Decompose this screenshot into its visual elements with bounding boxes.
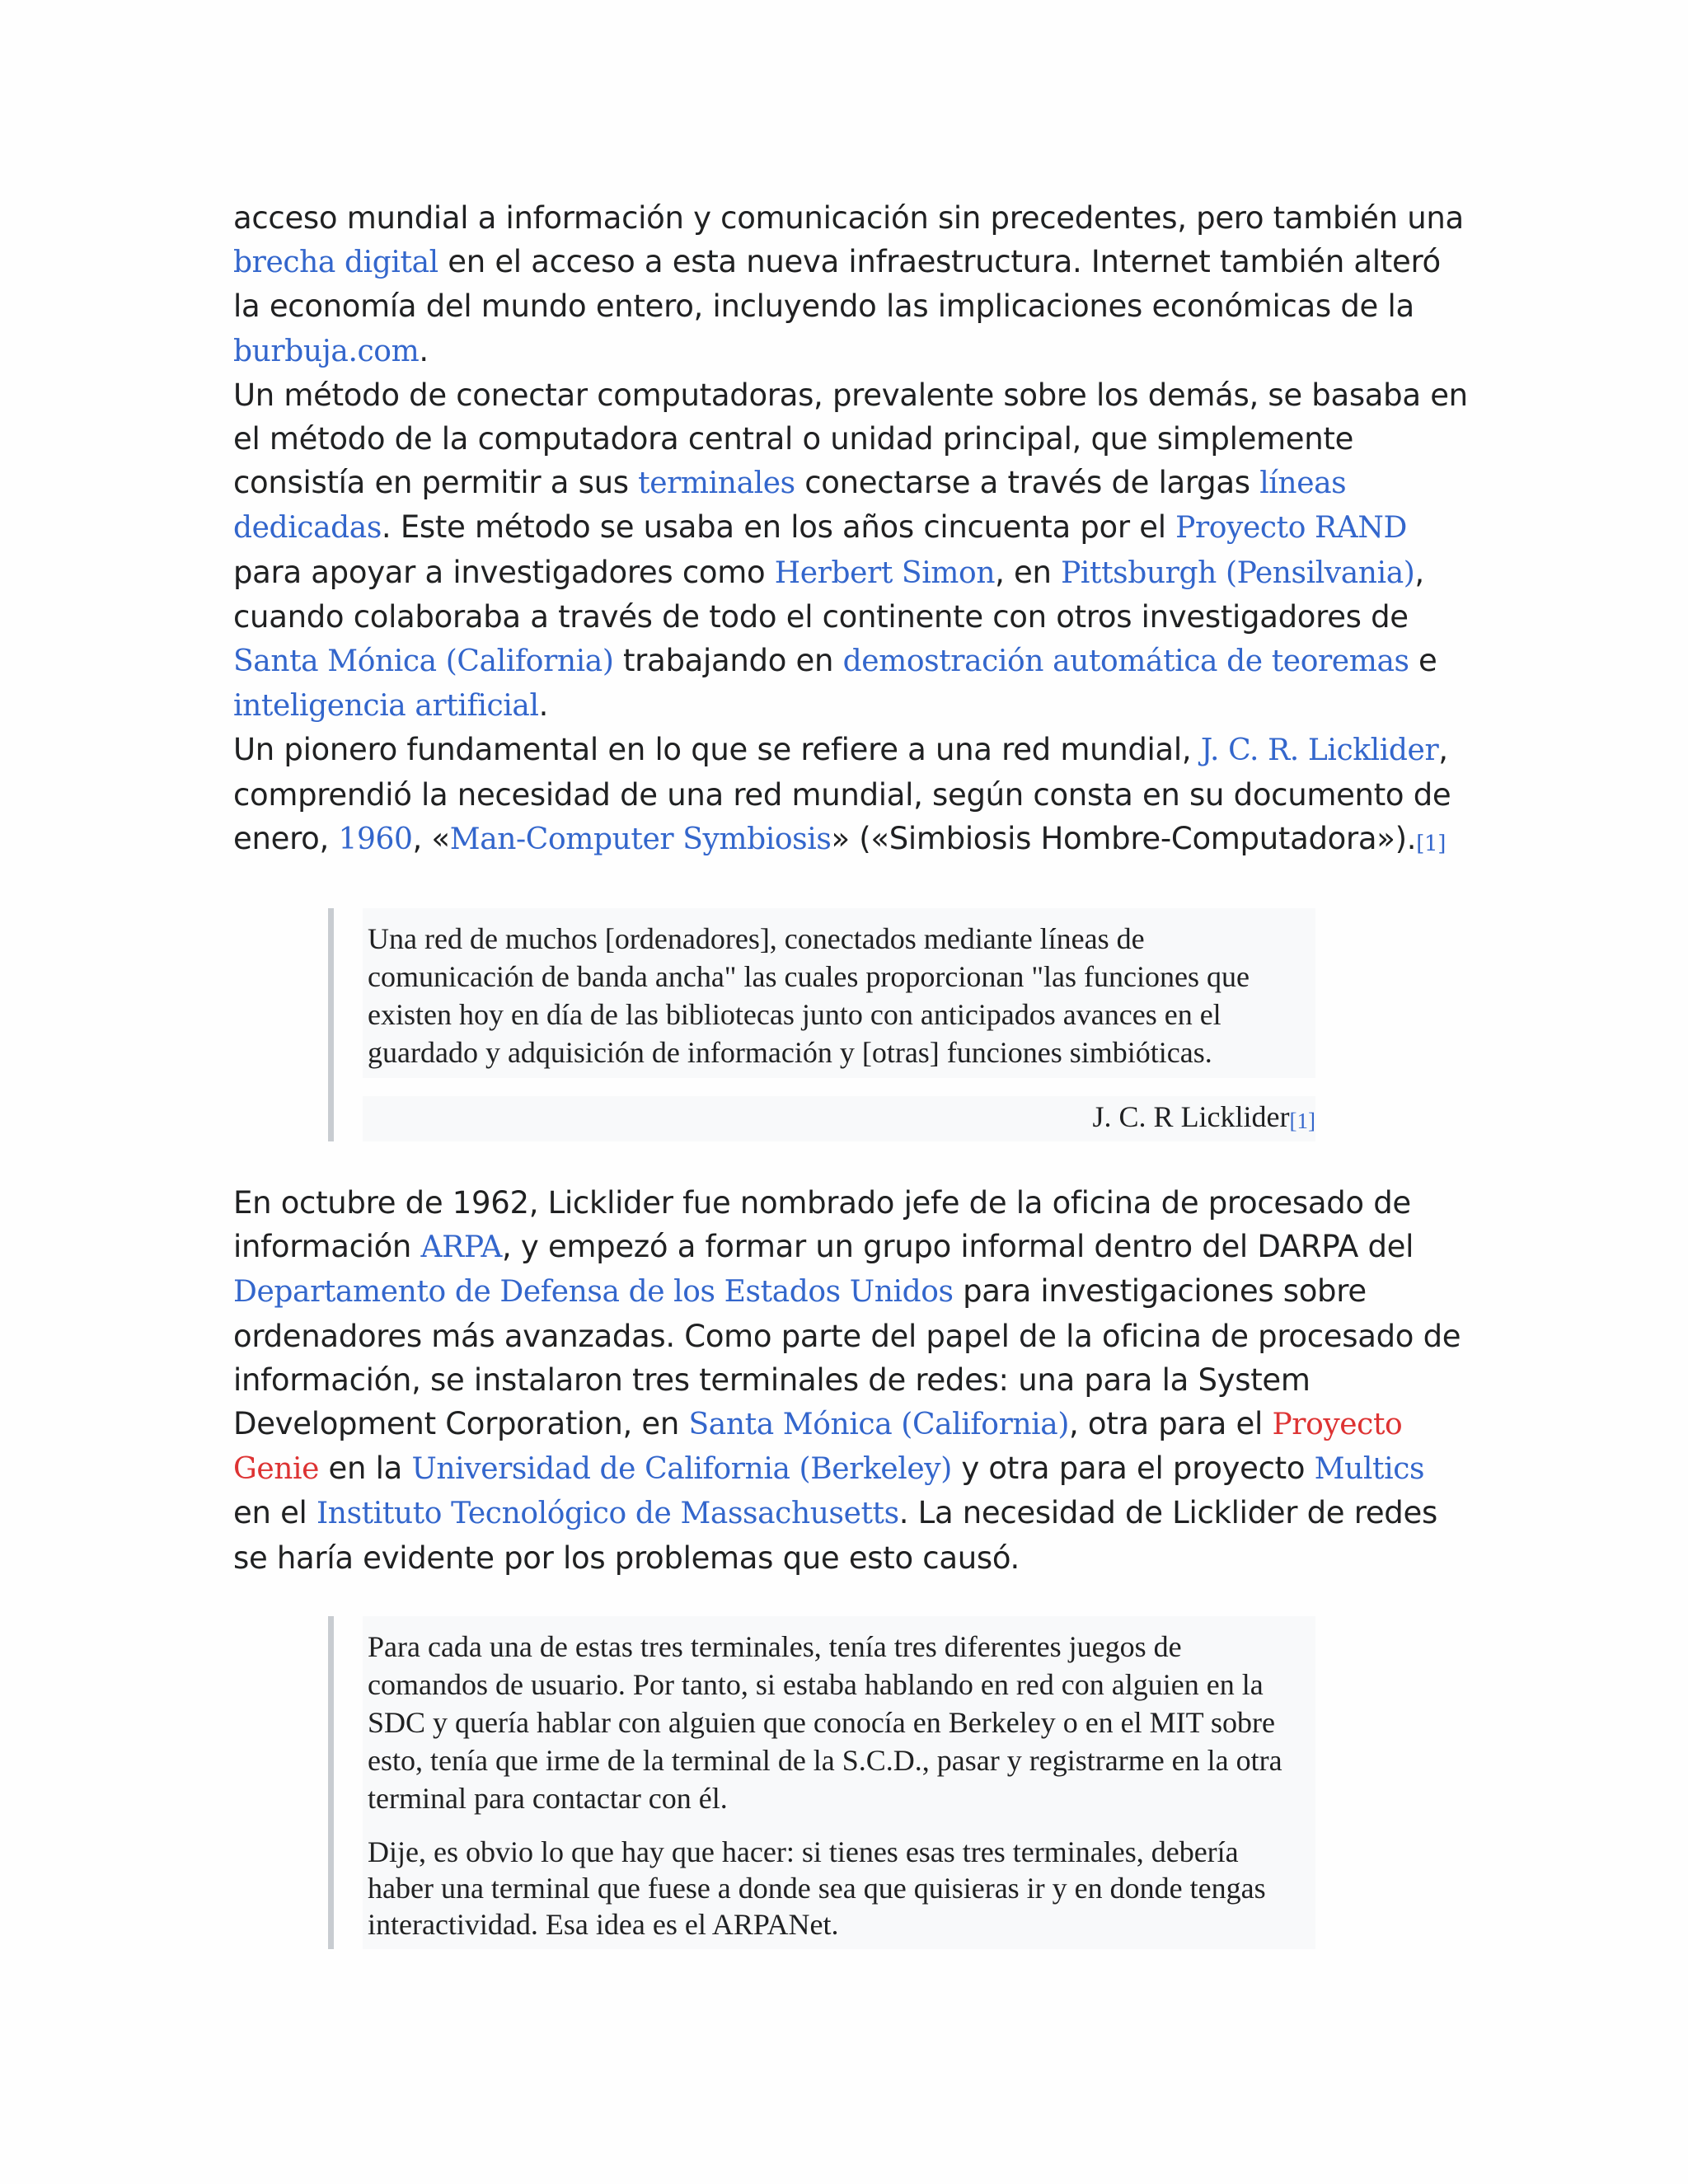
- text: para investigaciones sobre ordenadores más avanzadas. Como parte del papel de la oficina de procesado de información, se instalaron tres terminales de redes: una para la System Development Corporation, en: [233, 1273, 1461, 1442]
- link-terminales[interactable]: terminales: [638, 466, 795, 501]
- link-licklider[interactable]: J. C. R. Licklider: [1200, 733, 1439, 768]
- text: . Este método se usaba en los años cincuenta por el: [381, 509, 1176, 546]
- paragraph-intro: [233, 196, 1470, 373]
- text: acceso mundial a información y comunicación sin precedentes, pero también una: [233, 200, 1464, 236]
- text: En octubre de 1962, Licklider fue nombrado jefe de la oficina de procesado de información: [233, 1185, 1411, 1265]
- link-brecha-digital[interactable]: brecha digital: [233, 246, 438, 280]
- citation-author: J. C. R Licklider: [1092, 1100, 1290, 1134]
- link-demostracion-automatica[interactable]: demostración automática de teoremas: [842, 644, 1409, 679]
- link-man-computer-symbiosis[interactable]: Man-Computer Symbiosis: [449, 822, 832, 856]
- quote-body: [363, 1616, 1315, 1949]
- link-proyecto-genie[interactable]: Proyecto Genie: [233, 1408, 1403, 1487]
- link-arpa[interactable]: ARPA: [420, 1230, 502, 1265]
- link-universidad-california[interactable]: Universidad de California (Berkeley): [411, 1452, 952, 1487]
- blockquote-arpanet: [328, 1616, 1356, 1949]
- blockquote-licklider: [328, 908, 1356, 1141]
- text: .: [419, 332, 429, 368]
- text: , comprendió la necesidad de una red mundial, según consta en su documento de enero,: [233, 732, 1451, 856]
- text: y otra para el proyecto: [951, 1451, 1315, 1487]
- text: , otra para el: [1069, 1406, 1273, 1442]
- text: e: [1409, 643, 1437, 679]
- link-departamento-defensa[interactable]: Departamento de Defensa de los Estados Unidos: [233, 1275, 954, 1310]
- text: » («Simbiosis Hombre-Computadora»).: [831, 820, 1417, 856]
- link-inteligencia-artificial[interactable]: inteligencia artificial: [233, 689, 539, 724]
- reference-link[interactable]: [1]: [1289, 1108, 1315, 1134]
- quote-paragraph-1: Para cada una de estas tres terminales, tenía tres diferentes juegos de comandos de usuario. Por tanto, si estaba hablando en red con alguien en la SDC y quería hablar con alguien que conocía en Berkeley o en el MIT sobre esto, tenía que irme de la terminal de la S.C.D., pasar y registrarme en la otra terminal para contactar con él.: [368, 1629, 1282, 1815]
- text: Un pionero fundamental en lo que se refiere a una red mundial,: [233, 732, 1201, 768]
- article-body: [233, 196, 1470, 1949]
- text: . La necesidad de Licklider de redes se haría evidente por los problemas que esto causó.: [233, 1495, 1437, 1576]
- link-lineas-dedicadas[interactable]: líneas dedicadas: [233, 466, 1347, 546]
- paragraph-licklider: [233, 728, 1470, 866]
- quote-paragraph-2: Dije, es obvio lo que hay que hacer: si tienes esas tres terminales, debería haber una terminal que fuese a donde sea que quisieras ir y en donde tengas interactividad. Esa idea es el ARPANet.: [368, 1835, 1266, 1941]
- link-pittsburgh[interactable]: Pittsburgh (Pensilvania): [1061, 555, 1415, 590]
- text: , cuando colaboraba a través de todo el continente con otros investigadores de: [233, 554, 1424, 635]
- link-santa-monica[interactable]: Santa Mónica (California): [233, 644, 614, 679]
- text: conectarse a través de largas: [795, 465, 1260, 501]
- paragraph-arpa: [233, 1181, 1470, 1580]
- link-multics[interactable]: Multics: [1314, 1452, 1425, 1487]
- reference-link[interactable]: [1]: [1416, 831, 1447, 856]
- link-1960[interactable]: 1960: [338, 822, 413, 856]
- link-santa-monica-2[interactable]: Santa Mónica (California): [688, 1408, 1069, 1442]
- quote-text: Una red de muchos [ordenadores], conectados mediante líneas de comunicación de banda ancha" las cuales proporcionan "las funciones que existen hoy en día de las bibliotecas junto con anticipados avances en el guardado y adquisición de información y [otras] funciones simbióticas.: [368, 922, 1250, 1070]
- text: en la: [319, 1451, 412, 1487]
- text: para apoyar a investigadores como: [233, 554, 775, 590]
- text: , «: [412, 820, 450, 856]
- link-mit[interactable]: Instituto Tecnológico de Massachusetts: [316, 1497, 899, 1531]
- text: , en: [995, 554, 1062, 590]
- quote-citation: [363, 1096, 1315, 1141]
- text: Un método de conectar computadoras, prevalente sobre los demás, se basaba en el método de la computadora central o unidad principal, que simplemente consistía en permitir a sus: [233, 377, 1468, 501]
- link-herbert-simon[interactable]: Herbert Simon: [774, 555, 996, 590]
- text: en el: [233, 1495, 316, 1531]
- text: , y empezó a formar un grupo informal dentro del DARPA del: [501, 1229, 1414, 1265]
- text: trabajando en: [613, 643, 843, 679]
- quote-body: [363, 908, 1315, 1078]
- text: .: [538, 687, 549, 724]
- paragraph-mainframe: [233, 373, 1470, 729]
- link-proyecto-rand[interactable]: Proyecto RAND: [1175, 511, 1407, 546]
- link-burbuja-com[interactable]: burbuja.com: [233, 334, 420, 368]
- text: en el acceso a esta nueva infraestructura. Internet también alteró la economía del mundo entero, incluyendo las implicaciones económicas de la: [233, 244, 1441, 325]
